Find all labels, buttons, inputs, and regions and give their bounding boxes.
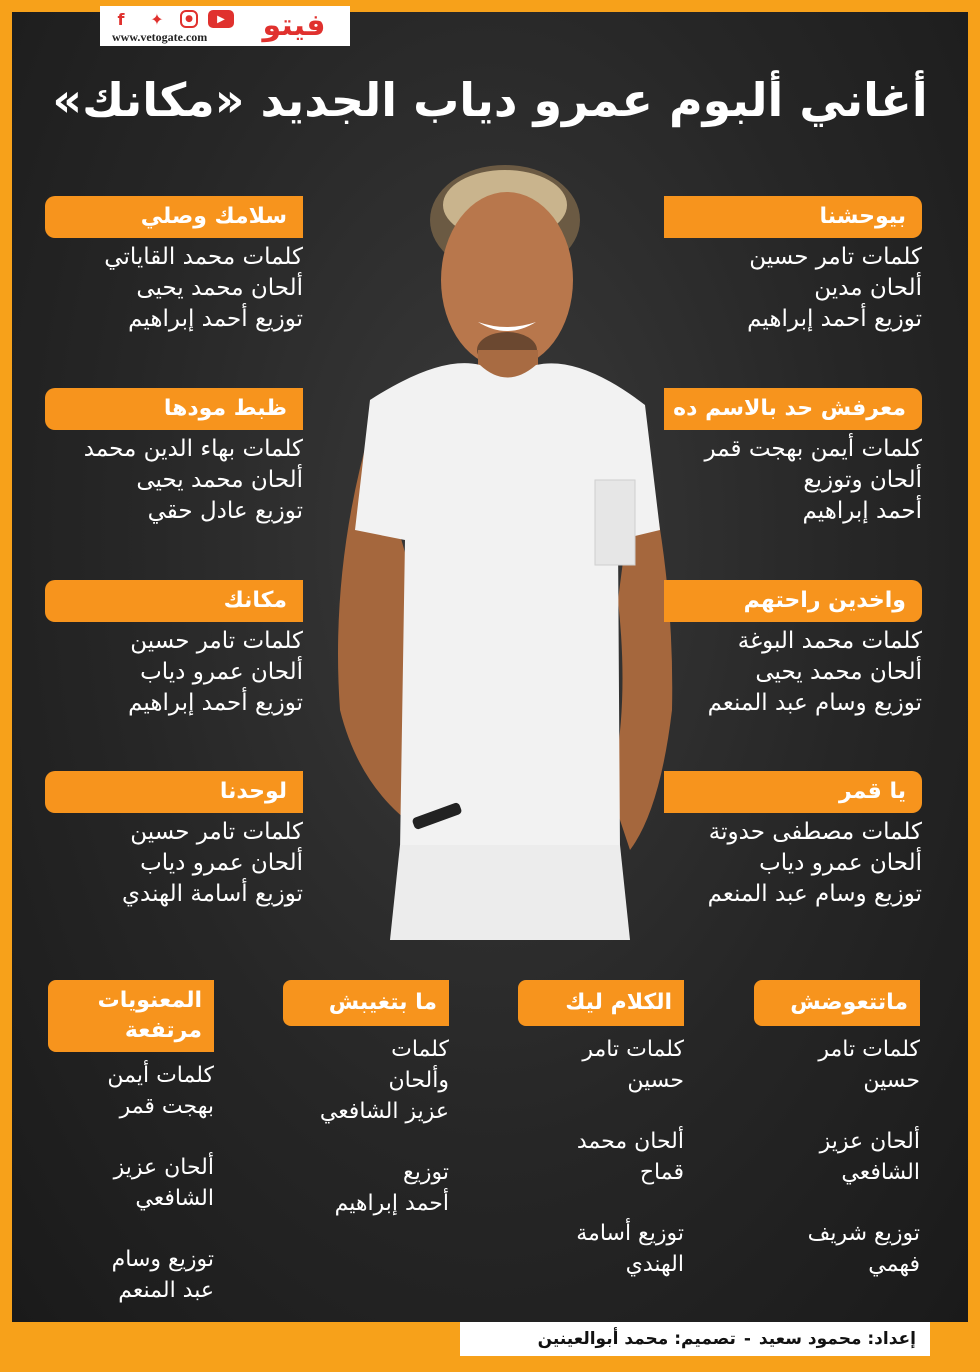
composer-credit: ألحان وتوزيع — [803, 467, 922, 493]
lyrics-credit-cont: حسين — [863, 1068, 920, 1093]
spacer — [754, 1096, 920, 1126]
lyrics-credit-cont: وألحان — [388, 1068, 449, 1093]
facebook-icon[interactable]: f — [117, 9, 125, 29]
spacer — [48, 1214, 214, 1244]
designed-by: تصميم: محمد أبوالعينين — [537, 1329, 736, 1349]
song-title: ما بتغيبش — [283, 980, 449, 1026]
lyrics-credit: كلمات أيمن — [107, 1063, 214, 1088]
song-card-lewahdena — [45, 771, 303, 910]
song-card-maarafsh — [664, 388, 922, 527]
arranger-credit: توزيع شريف — [807, 1221, 920, 1246]
youtube-icon[interactable]: ▶ — [208, 10, 234, 28]
composer-credit: ألحان محمد — [576, 1129, 684, 1154]
spacer — [48, 1122, 214, 1152]
site-url[interactable]: www.vetogate.com — [112, 30, 208, 44]
arranger-credit: توزيع وسام — [111, 1247, 214, 1272]
lyrics-credit: كلمات تامر — [818, 1037, 920, 1062]
lyrics-credit: كلمات مصطفى حدوتة — [708, 819, 922, 845]
composer-credit: ألحان محمد يحيى — [755, 659, 922, 685]
song-card-makanak — [45, 580, 303, 719]
prepared-by: إعداد: محمود سعيد — [758, 1329, 916, 1349]
lyrics-credit: كلمات — [391, 1037, 449, 1062]
composer-credit: ألحان عمرو دياب — [140, 850, 303, 876]
lyrics-credit-cont: بهجت قمر — [119, 1094, 214, 1119]
composer-credit-cont: الشافعي — [841, 1160, 920, 1185]
song-title: سلامك وصلي — [45, 196, 303, 238]
song-title-line: المعنويات — [97, 988, 202, 1013]
lyrics-credit: كلمات تامر حسين — [130, 819, 303, 845]
song-title-line: مرتفعة — [124, 1018, 202, 1043]
footer-separator: - — [743, 1329, 751, 1349]
spacer — [283, 1127, 449, 1157]
lyrics-credit: كلمات تامر حسين — [749, 244, 922, 270]
arranger-credit: توزيع أحمد إبراهيم — [747, 306, 922, 332]
arranger-credit: توزيع وسام عبد المنعم — [707, 690, 922, 716]
composer-credit: ألحان عمرو دياب — [140, 659, 303, 685]
social-links — [108, 10, 234, 28]
song-card-ma-betghebsh — [283, 980, 449, 1219]
lyrics-credit: كلمات بهاء الدين محمد — [83, 436, 303, 462]
song-card-zabat — [45, 388, 303, 527]
lyrics-credit: كلمات تامر — [582, 1037, 684, 1062]
composer-credit-cont: قماح — [639, 1160, 684, 1185]
song-title: الكلام ليك — [518, 980, 684, 1026]
song-title: مكانك — [45, 580, 303, 622]
arranger-credit: توزيع وسام عبد المنعم — [707, 881, 922, 907]
instagram-icon[interactable]: ● — [180, 10, 198, 28]
twitter-icon[interactable]: ✦ — [150, 9, 164, 29]
composer-credit: ألحان عمرو دياب — [759, 850, 922, 876]
composer-credit-cont: الشافعي — [135, 1186, 214, 1211]
song-card-matetawadsh — [754, 980, 920, 1280]
composer-credit: ألحان محمد يحيى — [136, 275, 303, 301]
arranger-credit: أحمد إبراهيم — [802, 498, 922, 524]
composer-credit: ألحان مدين — [814, 275, 922, 301]
spacer — [518, 1096, 684, 1126]
composer-credit: ألحان محمد يحيى — [136, 467, 303, 493]
lyrics-credit: كلمات تامر حسين — [130, 628, 303, 654]
arranger-credit: توزيع — [403, 1160, 449, 1185]
page-title: أغاني ألبوم عمرو دياب الجديد «مكانك» — [52, 73, 928, 127]
song-card-salamak — [45, 196, 303, 335]
song-title — [48, 980, 214, 1052]
arranger-credit-cont: عبد المنعم — [118, 1278, 214, 1303]
arranger-credit: توزيع عادل حقي — [147, 498, 303, 524]
composer-credit: ألحان عزيز — [113, 1155, 214, 1180]
song-card-el-kalam-leek — [518, 980, 684, 1280]
arranger-credit: توزيع أحمد إبراهيم — [128, 306, 303, 332]
song-title: يا قمر — [664, 771, 922, 813]
song-title: بيوحشنا — [664, 196, 922, 238]
song-title: ظبط مودها — [45, 388, 303, 430]
song-title: لوحدنا — [45, 771, 303, 813]
song-card-bywhashna — [664, 196, 922, 335]
arranger-credit-cont: فهمي — [868, 1252, 920, 1277]
song-title: معرفش حد بالاسم ده — [664, 388, 922, 430]
song-title: ماتتعوضش — [754, 980, 920, 1026]
lyrics-credit: كلمات محمد القاياتي — [104, 244, 303, 270]
credits-footer — [460, 1322, 930, 1356]
song-title: واخدين راحتهم — [664, 580, 922, 622]
arranger-credit-cont: أحمد إبراهيم — [334, 1191, 449, 1216]
arranger-credit: توزيع أحمد إبراهيم — [128, 690, 303, 716]
singer-photo — [300, 150, 700, 940]
lyrics-credit: كلمات محمد البوغة — [737, 628, 922, 654]
vetogate-logo[interactable] — [244, 6, 344, 44]
logo-text: فيتو — [262, 7, 326, 43]
song-card-el-maanaweyat — [48, 980, 214, 1306]
lyrics-credit-name: عزيز الشافعي — [319, 1099, 449, 1124]
arranger-credit: توزيع أسامة — [576, 1221, 684, 1246]
song-card-wakhdeen — [664, 580, 922, 719]
arranger-credit-cont: الهندي — [625, 1252, 684, 1277]
spacer — [518, 1188, 684, 1218]
arranger-credit: توزيع أسامة الهندي — [122, 881, 303, 907]
song-card-ya-amar — [664, 771, 922, 910]
lyrics-credit: كلمات أيمن بهجت قمر — [704, 436, 922, 462]
composer-credit: ألحان عزيز — [819, 1129, 920, 1154]
lyrics-credit-cont: حسين — [627, 1068, 684, 1093]
spacer — [754, 1188, 920, 1218]
